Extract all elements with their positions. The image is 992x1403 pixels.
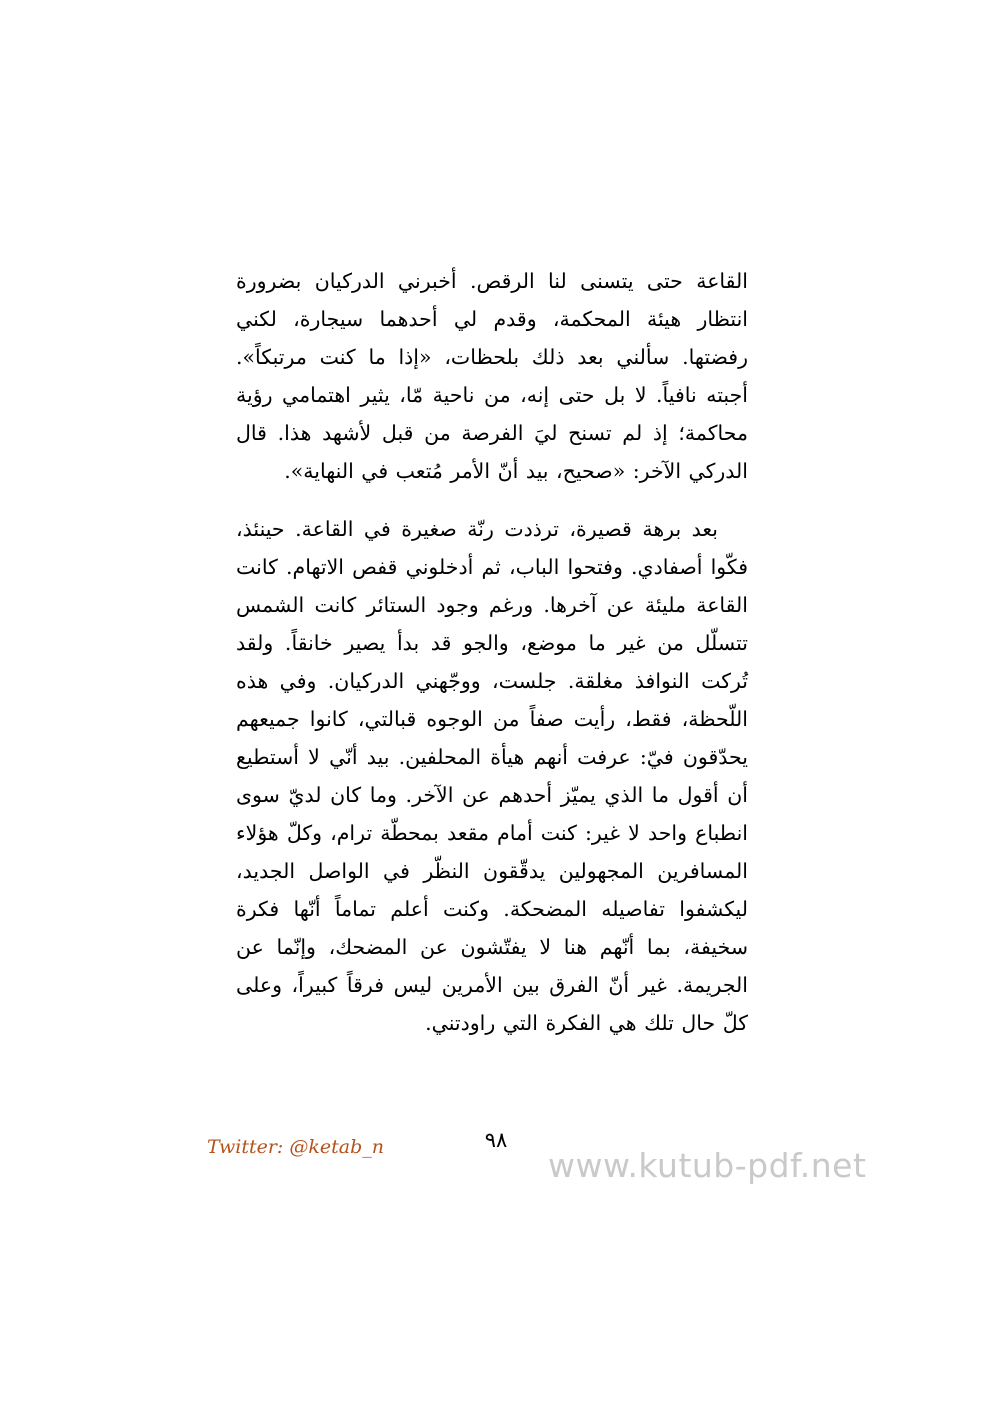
body-paragraph: القاعة حتى يتسنى لنا الرقص. أخبرني الدركيان بضرورة انتظار هيئة المحكمة، وقدم لي أحدهما سيجارة، لكني رفضتها. سألني بعد ذلك بلحظات، «إذا ما كنت مرتبكاً». أجبته نافياً. لا بل حتى إنه، من ناحية مّا، يثير اهتمامي رؤية محاكمة؛ إذ لم تسنح ليَ الفرصة من قبل لأشهد هذا. قال الدركي الآخر: «صحيح، بيد أنّ الأمر مُتعب في النهاية». [236, 269, 748, 483]
twitter-handle-credit: Twitter: @ketab_n [207, 1136, 384, 1158]
page-text-block [236, 262, 748, 1042]
page-number: ٩٨ [484, 1128, 508, 1152]
page-footer [0, 1120, 992, 1210]
site-watermark: www.kutub-pdf.net [548, 1146, 867, 1185]
body-paragraph: بعد برهة قصيرة، ترذدت رنّة صغيرة في القاعة. حينئذ، فكّوا أصفادي. وفتحوا الباب، ثم أدخلوني قفص الاتهام. كانت القاعة مليئة عن آخرها. ورغم وجود الستائر كانت الشمس تتسلّل من غير ما موضع، والجو قد بدأ يصير خانقاً. ولقد تُركت النوافذ مغلقة. جلست، ووجّهني الدركيان. وفي هذه اللّحظة، فقط، رأيت صفاً من الوجوه قبالتي، كانوا جميعهم يحدّقون فيّ: عرفت أنهم هيأة المحلفين. بيد أنّي لا أستطيع أن أقول ما الذي يميّز أحدهم عن الآخر. وما كان لديّ سوى انطباع واحد لا غير: كنت أمام مقعد بمحطّة ترام، وكلّ هؤلاء المسافرين المجهولين يدقّقون النظّر في الواصل الجديد، ليكشفوا تفاصيله المضحكة. وكنت أعلم تماماً أنّها فكرة سخيفة، بما أنّهم هنا لا يفتّشون عن المضحك، وإنّما عن الجريمة. غير أنّ الفرق بين الأمرين ليس فرقاً كبيراً، وعلى كلّ حال تلك هي الفكرة التي راودتني. [236, 517, 748, 1035]
